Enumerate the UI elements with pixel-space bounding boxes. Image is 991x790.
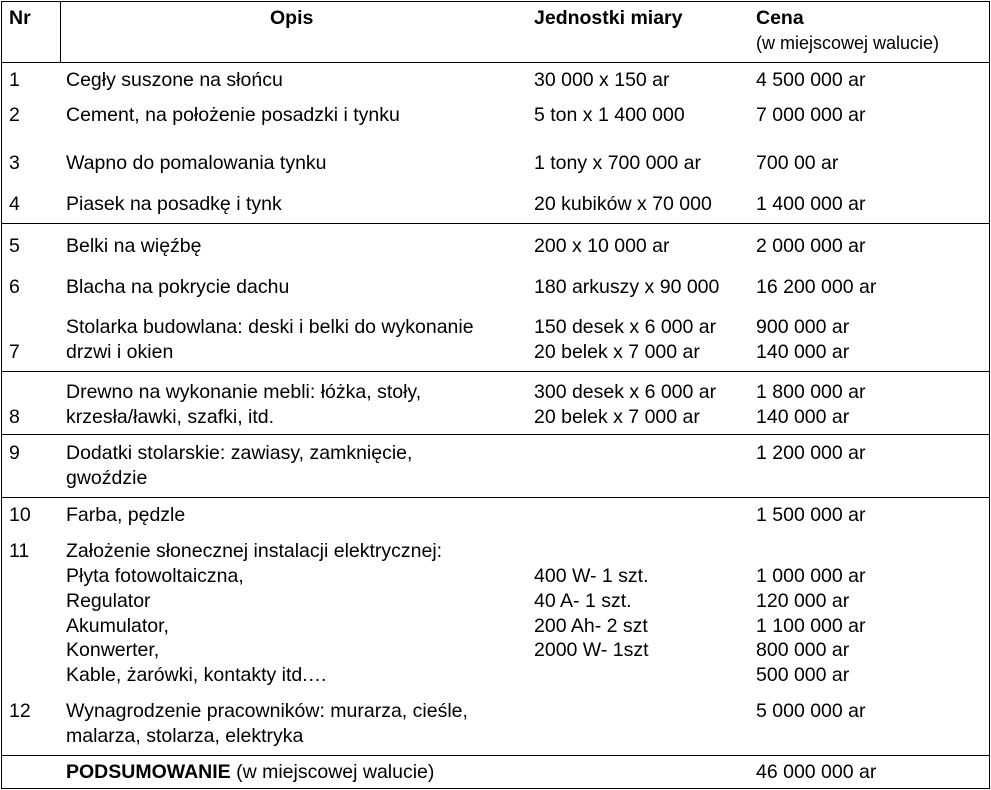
row-6-opis: Blacha na pokrycie dachu [66, 276, 290, 298]
row-4-cena: 1 400 000 ar [756, 193, 866, 215]
row-7-opis-line-2: drzwi i okien [66, 341, 174, 363]
header-column-divider [60, 1, 61, 62]
row-5-opis: Belki na więźbę [66, 235, 202, 257]
row-1-jednostki: 30 000 x 150 ar [534, 69, 670, 91]
row-10-cena: 1 500 000 ar [756, 504, 866, 526]
row-8-cena-line-1: 1 800 000 ar [756, 381, 866, 403]
row-7-cena-line-2: 140 000 ar [756, 341, 850, 363]
row-10-nr: 10 [9, 504, 31, 526]
header-cena-sub: (w miejscowej walucie) [756, 33, 940, 53]
row-11-opis-line-2: Płyta fotowoltaiczna, [66, 565, 244, 587]
row-4-jednostki: 20 kubików x 70 000 [534, 193, 712, 215]
summary-label-bold: PODSUMOWANIE [66, 761, 231, 783]
header-jednostki: Jednostki miary [534, 7, 683, 29]
row-8-jednostki-line-1: 300 desek x 6 000 ar [534, 381, 717, 403]
row-7-jednostki-line-1: 150 desek x 6 000 ar [534, 316, 717, 338]
row-1-nr: 1 [9, 69, 20, 91]
row-11-cena-line-1: 1 000 000 ar [756, 565, 866, 587]
summary-label-rest: (w miejscowej walucie) [230, 761, 435, 783]
table-border-left [1, 1, 2, 789]
row-7-opis-line-1: Stolarka budowlana: deski i belki do wykonanie [66, 316, 474, 338]
row-11-opis-line-4: Akumulator, [66, 615, 169, 637]
row-5-nr: 5 [9, 235, 20, 257]
row-3-nr: 3 [9, 152, 20, 174]
row-6-cena: 16 200 000 ar [756, 276, 877, 298]
summary-divider [1, 755, 990, 756]
row-2-nr: 2 [9, 104, 20, 126]
table-border-top [1, 1, 990, 2]
table-border-bottom [1, 788, 990, 789]
group-divider [1, 223, 990, 224]
row-11-opis-line-3: Regulator [66, 590, 151, 612]
row-11-opis-line-1: Założenie słonecznej instalacji elektrycznej: [66, 540, 443, 562]
row-12-nr: 12 [9, 700, 31, 722]
row-7-nr: 7 [9, 341, 20, 363]
row-11-jednostki-line-3: 200 Ah- 2 szt [534, 615, 648, 637]
row-11-jednostki-line-1: 400 W- 1 szt. [534, 565, 649, 587]
row-2-opis: Cement, na położenie posadzki i tynku [66, 104, 400, 126]
row-6-jednostki: 180 arkuszy x 90 000 [534, 276, 720, 298]
row-11-nr: 11 [9, 540, 30, 562]
row-4-opis: Piasek na posadkę i tynk [66, 193, 282, 215]
row-5-jednostki: 200 x 10 000 ar [534, 235, 670, 257]
row-6-nr: 6 [9, 276, 20, 298]
row-8-opis-line-1: Drewno na wykonanie mebli: łóżka, stoły, [66, 381, 422, 403]
row-3-opis: Wapno do pomalowania tynku [66, 152, 327, 174]
row-11-cena-line-5: 500 000 ar [756, 664, 850, 686]
row-10-opis: Farba, pędzle [66, 504, 186, 526]
row-8-jednostki-line-2: 20 belek x 7 000 ar [534, 406, 700, 428]
row-2-jednostki: 5 ton x 1 400 000 [534, 104, 685, 126]
row-11-cena-line-4: 800 000 ar [756, 639, 850, 661]
table-border-right [989, 1, 990, 789]
row-1-opis: Cegły suszone na słońcu [66, 69, 283, 91]
row-11-jednostki-line-2: 40 A- 1 szt. [534, 590, 632, 612]
row-12-opis-line-1: Wynagrodzenie pracowników: murarza, cieśle, [66, 700, 468, 722]
group-divider [1, 434, 990, 435]
row-11-cena-line-2: 120 000 ar [756, 590, 850, 612]
row-3-jednostki: 1 tony x 700 000 ar [534, 152, 701, 174]
row-9-opis-line-2: gwoździe [66, 467, 148, 489]
row-8-opis-line-2: krzesła/ławki, szafki, itd. [66, 406, 275, 428]
row-7-jednostki-line-2: 20 belek x 7 000 ar [534, 341, 700, 363]
row-11-cena-line-3: 1 100 000 ar [756, 615, 866, 637]
row-5-cena: 2 000 000 ar [756, 235, 866, 257]
row-9-cena: 1 200 000 ar [756, 442, 866, 464]
row-2-cena: 7 000 000 ar [756, 104, 866, 126]
row-7-cena-line-1: 900 000 ar [756, 316, 850, 338]
row-9-nr: 9 [9, 442, 20, 464]
row-8-cena-line-2: 140 000 ar [756, 406, 850, 428]
row-4-nr: 4 [9, 193, 20, 215]
summary-label [66, 760, 434, 785]
row-11-opis-line-6: Kable, żarówki, kontakty itd.… [66, 664, 328, 686]
row-11-jednostki-line-4: 2000 W- 1szt [534, 639, 649, 661]
row-12-cena: 5 000 000 ar [756, 700, 866, 722]
row-8-nr: 8 [9, 406, 20, 428]
row-12-opis-line-2: malarza, stolarza, elektryka [66, 725, 304, 747]
group-divider [1, 497, 990, 498]
row-3-cena: 700 00 ar [756, 152, 839, 174]
row-11-opis-line-5: Konwerter, [66, 639, 160, 661]
row-1-cena: 4 500 000 ar [756, 69, 866, 91]
row-9-opis-line-1: Dodatki stolarskie: zawiasy, zamknięcie, [66, 442, 413, 464]
header-cena: Cena [756, 7, 804, 29]
group-divider [1, 371, 990, 372]
header-nr: Nr [9, 7, 31, 29]
header-divider [1, 62, 990, 63]
summary-total: 46 000 000 ar [756, 761, 877, 783]
header-opis: Opis [270, 7, 314, 29]
